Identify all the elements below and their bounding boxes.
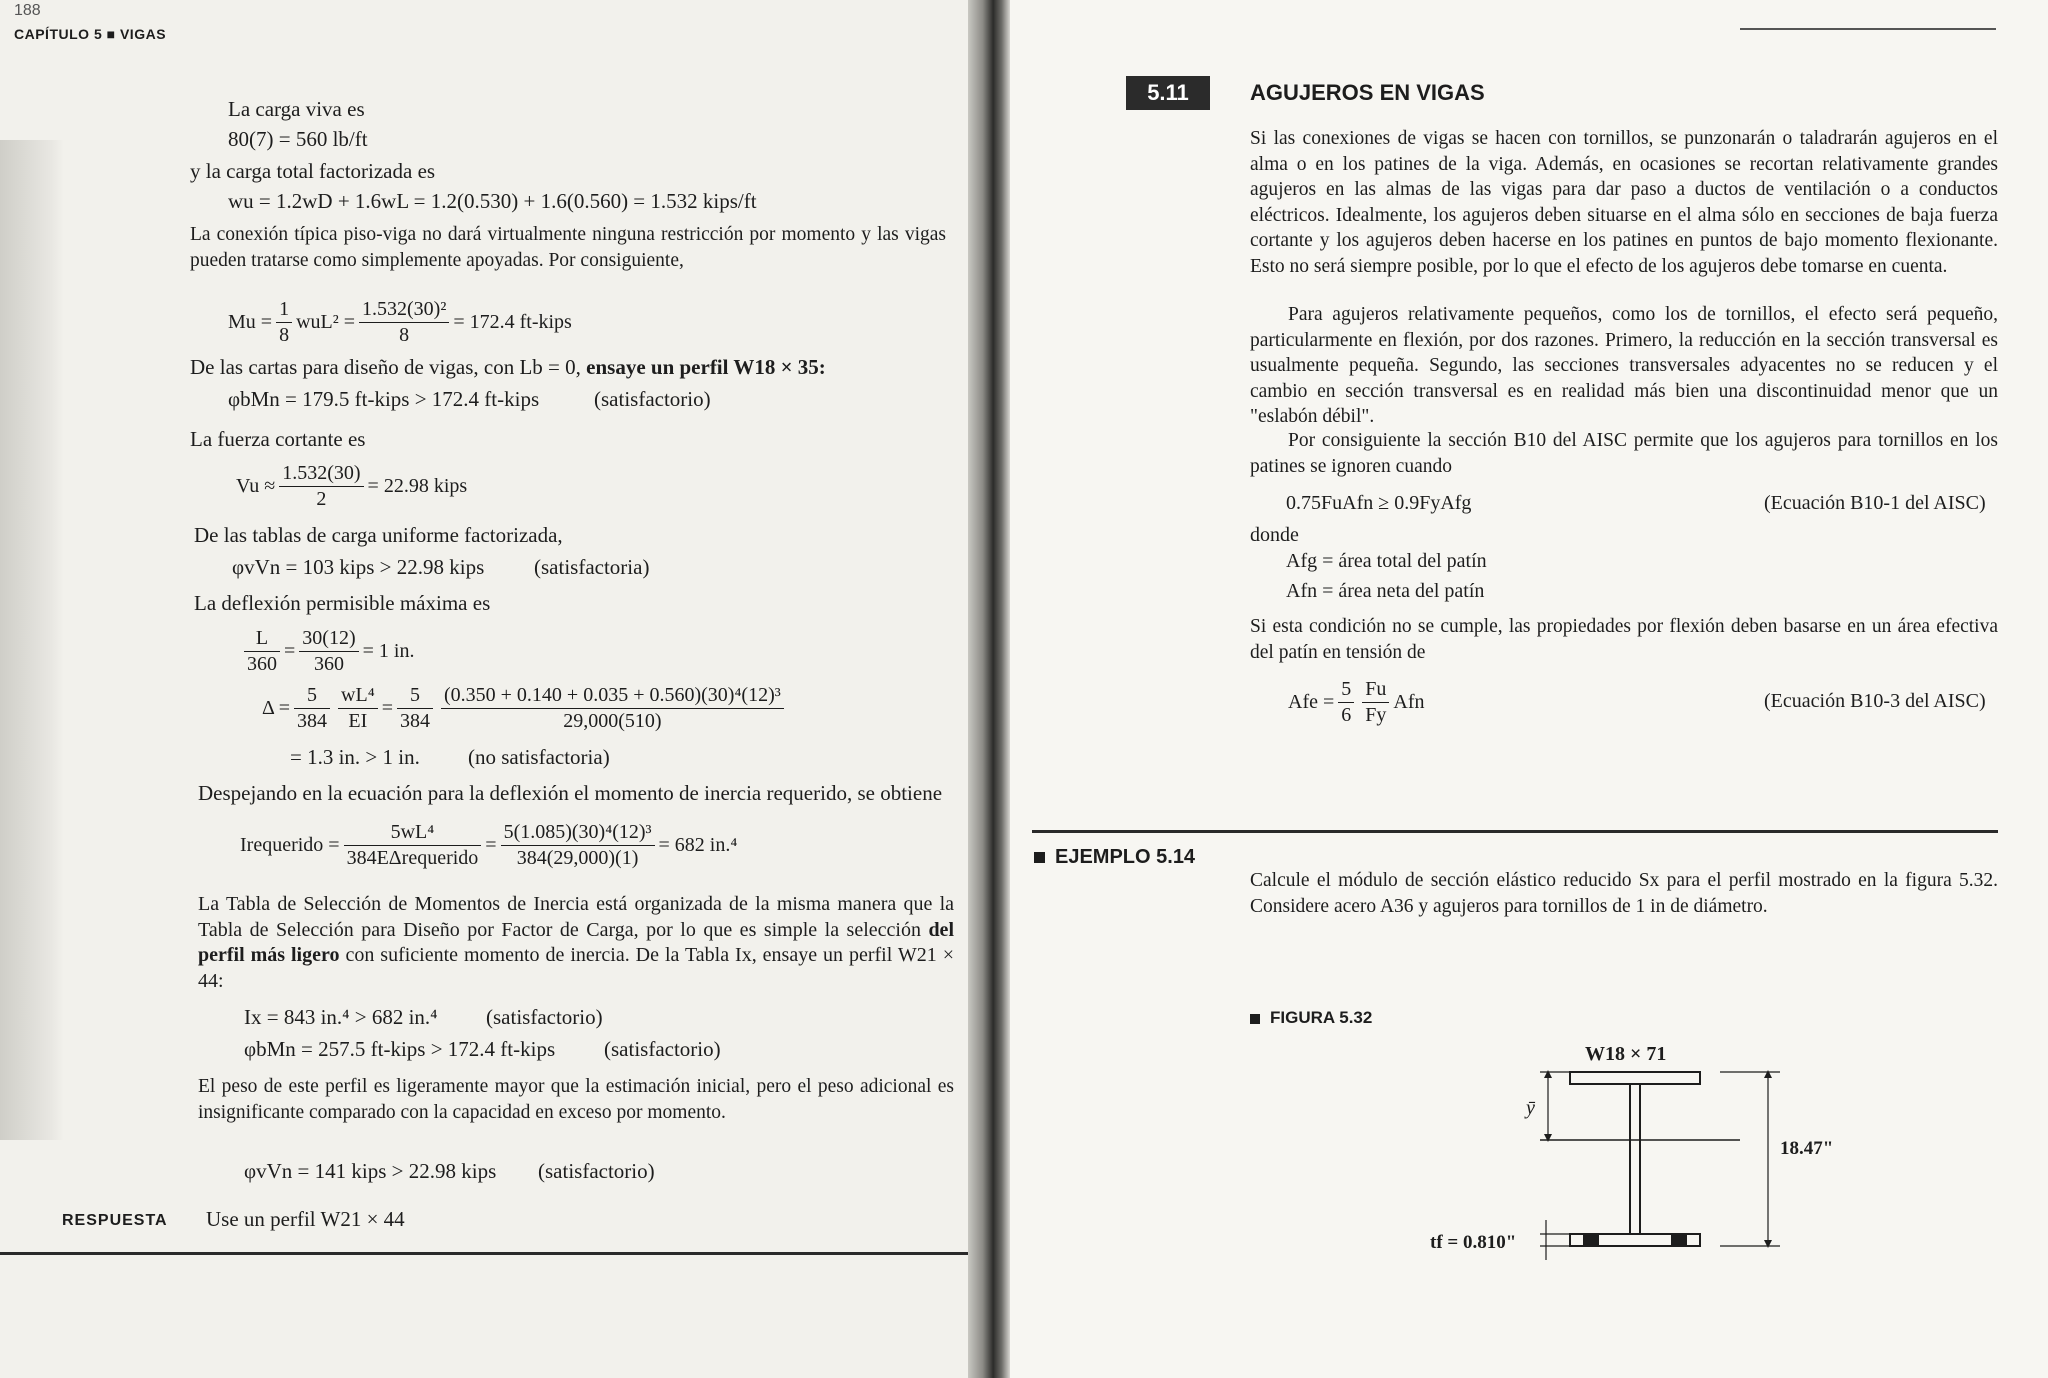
- bullet-square-icon: [1034, 852, 1045, 863]
- afg-definition: Afg = área total del patín: [1286, 550, 1487, 572]
- connection-paragraph: La conexión típica piso-viga no dará virtualmente ninguna restricción por momento y las vigas pueden tratarse como simplemente apoyadas. Por consiguiente,: [190, 224, 946, 271]
- vu-fraction: $\frac{1.532(30)}{2}$: [279, 462, 363, 511]
- vu-result: = 22.98 kips: [367, 474, 468, 497]
- deflection-intro: La deflexión permisible máxima es: [194, 591, 491, 615]
- section-number-tag: 5.11: [1126, 76, 1210, 110]
- ix-equation: Ix = 843 in.⁴ > 682 in.⁴: [244, 1005, 438, 1029]
- paragraph-4: Si esta condición no se cumple, las propiedades por flexión deben basarse en un área efectiva del patín en tensión de: [1250, 616, 1998, 663]
- paragraph-1: Si las conexiones de vigas se hacen con tornillos, se punzonarán o taladrarán agujeros en el alma o en los patines de la viga. Además, en ocasiones se recortan relativamente grandes agujeros en las almas de las vigas para dar paso a ductos de ventilación o a conductos eléctricos. Idealmente, los agujeros deben situarse en el alma sólo en secciones de baja fuerza cortante y los agujeros deben hacerse en los patines en puntos de bajo momento flexionante. Esto no será siempre posible, por lo que el efecto de los agujeros debe tomarse en cuenta.: [1250, 128, 1998, 277]
- phimn2-note: (satisfactorio): [604, 1037, 721, 1061]
- example-rule: [1032, 830, 1998, 833]
- figure-ybar-label: ȳ: [1526, 1097, 1535, 1119]
- weight-paragraph: El peso de este perfil es ligeramente mayor que la estimación inicial, pero el peso adicional es insignificante comparado con la capacidad en exceso por momento.: [198, 1076, 954, 1123]
- vu-equation: [236, 454, 467, 518]
- afn-definition: Afn = área neta del patín: [1286, 580, 1485, 602]
- section-title: AGUJEROS EN VIGAS: [1250, 80, 1485, 105]
- phivn2-note: (satisfactorio): [538, 1159, 655, 1183]
- ireq-equation: Irequerido = $\frac{\text{5wL⁴}}{\text{384EΔrequerido}}$ = $\frac{\text{5(1.085)(30)⁴(12)³}}{384(29,000)(1)}$ = 682 in.⁴: [240, 820, 738, 869]
- answer-label: RESPUESTA: [62, 1212, 168, 1229]
- charts-text: De las cartas para diseño de vigas, con Lb = 0, ensaye un perfil W18 × 35:: [190, 355, 826, 379]
- eq-b10-1: 0.75FuAfn ≥ 0.9FyAfg: [1286, 492, 1472, 514]
- eq-b10-3-label: (Ecuación B10-3 del AISC): [1764, 690, 1986, 712]
- paragraph-2: Para agujeros relativamente pequeños, como los de tornillos, el efecto será pequeño, particularmente en flexión, por dos razones. Primero, la reducción en la sección transversal es usualmente pequeña. Segundo, las secciones transversales adyacentes no se reducen y el cambio en sección transversal es en realidad más bien una discontinuidad menor que un "eslabón débil".: [1250, 304, 1998, 427]
- defl-result: = 1 in.: [362, 639, 415, 662]
- hole-left: [1584, 1234, 1598, 1246]
- tables-text: De las tablas de carga uniforme factorizada,: [194, 523, 563, 547]
- deflection-limit-equation: $\frac{L}{360}$ = $\frac{30(12)}{360}$ = 1 in.: [240, 620, 414, 682]
- wu-equation: wu = 1.2wD + 1.6wL = 1.2(0.530) + 1.6(0.560) = 1.532 kips/ft: [228, 189, 757, 213]
- bullet-square-icon: [1250, 1014, 1260, 1024]
- shear-intro: La fuerza cortante es: [190, 427, 366, 451]
- page-edge-shadow: [0, 140, 64, 1140]
- hole-right: [1672, 1234, 1686, 1246]
- mu-result: = 172.4 ft-kips: [453, 310, 572, 333]
- table-paragraph: La Tabla de Selección de Momentos de Inercia está organizada de la misma manera que la Tabla de Selección para Diseño por Factor de Carga, por lo que es simple la selección del perfil más ligero con suficiente momento de inercia. De la Tabla Ix, ensaye un perfil W21 × 44:: [198, 893, 954, 992]
- afe-rhs: Afn: [1393, 690, 1425, 713]
- defl-fraction-1: $\frac{L}{360}$: [244, 627, 280, 676]
- phimn-equation: φbMn = 179.5 ft-kips > 172.4 ft-kips: [228, 387, 540, 411]
- phimn2-equation: φbMn = 257.5 ft-kips > 172.4 ft-kips: [244, 1037, 556, 1061]
- delta-equation: Δ = $\frac{5}{384}$ $\frac{\text{wL⁴}}{EI}$ = $\frac{5}{384}$ $\frac{\text{(0.350 + 0.140 + 0.035 + 0.560)(30)⁴(12)³}}{29,000(510)}$: [262, 676, 788, 740]
- phimn-note: (satisfactorio): [594, 387, 711, 411]
- header-rule: [1740, 28, 1996, 30]
- vu-lhs: Vu ≈: [236, 474, 276, 497]
- mu-fraction-2: $\frac{\text{1.532(30)²}}{8}$: [359, 298, 449, 347]
- total-load-intro: y la carga total factorizada es: [190, 159, 436, 183]
- example-text: Calcule el módulo de sección elástico reducido Sx para el perfil mostrado en la figura 5.32. Considere acero A36 y agujeros para tornillos de 1 in de diámetro.: [1250, 870, 1998, 917]
- figure-5-32: [1240, 1030, 2000, 1260]
- defl-fraction-2: $\frac{30(12)}{360}$: [299, 627, 358, 676]
- phivn-equation: φvVn = 103 kips > 22.98 kips: [232, 555, 485, 579]
- ireq-result: = 682 in.⁴: [658, 833, 738, 856]
- mu-equation: [228, 290, 572, 354]
- phivn-note: (satisfactoria): [534, 555, 650, 579]
- figure-label: FIGURA 5.32: [1250, 1008, 1372, 1028]
- delta-note: (no satisfactoria): [468, 745, 610, 769]
- afe-equation: Afe = $\frac{5}{6}$ $\frac{Fu}{Fy}$ Afn: [1288, 677, 1425, 726]
- solve-text: Despejando en la ecuación para la deflexión el momento de inercia requerido, se obtiene: [198, 781, 943, 805]
- live-load-intro: La carga viva es: [228, 97, 365, 121]
- page-number: 188: [14, 2, 41, 19]
- phivn2-equation: φvVn = 141 kips > 22.98 kips: [244, 1159, 497, 1183]
- eq-b10-1-label: (Ecuación B10-1 del AISC): [1764, 492, 1986, 514]
- mu-fraction-1: $\frac{1}{8}$: [276, 298, 292, 347]
- figure-section-label: W18 × 71: [1585, 1043, 1667, 1065]
- donde: donde: [1250, 524, 1299, 546]
- figure-depth-label: 18.47": [1780, 1138, 1834, 1159]
- ireq-lhs: Irequerido =: [240, 833, 340, 856]
- afe-lhs: Afe =: [1288, 690, 1335, 713]
- delta-lhs: Δ =: [262, 696, 291, 719]
- mu-lhs: Mu =: [228, 310, 273, 333]
- book-spine: [968, 0, 1010, 1378]
- figure-tf-label: tf = 0.810": [1430, 1232, 1517, 1253]
- live-load-equation: 80(7) = 560 lb/ft: [228, 127, 368, 151]
- top-flange: [1570, 1072, 1700, 1084]
- web: [1630, 1084, 1640, 1234]
- ix-note: (satisfactorio): [486, 1005, 603, 1029]
- chapter-header: CAPÍTULO 5 ■ VIGAS: [14, 26, 167, 42]
- delta-result: = 1.3 in. > 1 in.: [290, 745, 420, 769]
- paragraph-3: Por consiguiente la sección B10 del AISC permite que los agujeros para tornillos en los patines se ignoren cuando: [1250, 430, 1998, 477]
- mu-mid: wuL² =: [296, 310, 355, 333]
- left-bottom-rule: [0, 1252, 968, 1255]
- answer-text: Use un perfil W21 × 44: [206, 1207, 405, 1231]
- example-label: EJEMPLO 5.14: [1034, 846, 1195, 869]
